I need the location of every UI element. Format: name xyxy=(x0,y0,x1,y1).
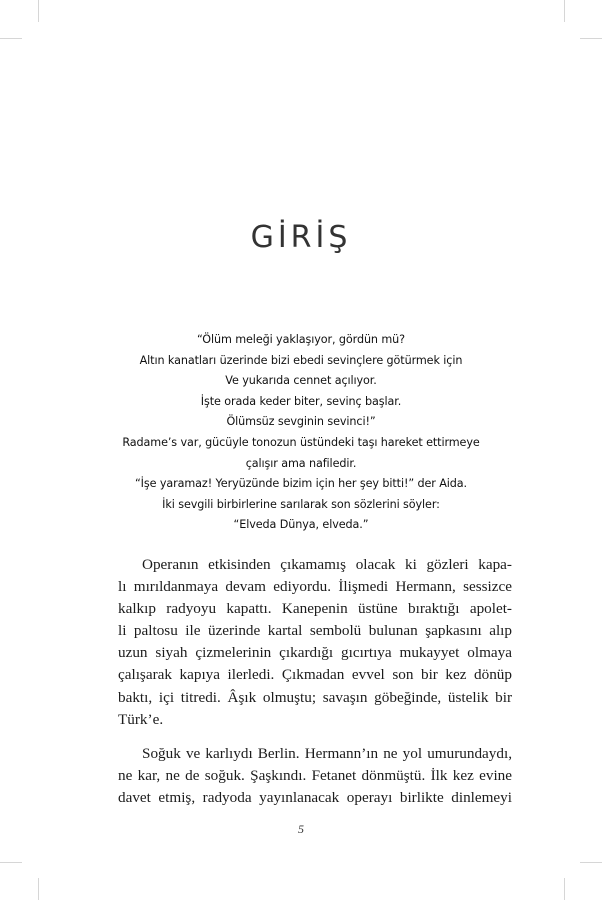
body-text xyxy=(118,554,512,809)
body-line: li paltosu ile üzerinde kartal sembolü bulunan şapkasını alıp xyxy=(118,622,512,640)
epigraph xyxy=(60,330,542,536)
body-line: davet etmiş, radyoda yayınlanacak operayı birlikte dinlemeyi xyxy=(118,788,512,806)
body-line: ne kar, ne de soğuk. Şaşkındı. Fetanet dönmüştü. İlk kez evine xyxy=(118,766,512,784)
crop-mark-bottom-right-h xyxy=(580,862,602,863)
epigraph-line: “Elveda Dünya, elveda.” xyxy=(233,518,369,532)
epigraph-line: İşte orada keder biter, sevinç başlar. xyxy=(200,394,402,408)
epigraph-line: Radame’s var, gücüyle tonozun üstündeki taşı hareket ettirmeye xyxy=(122,435,480,449)
crop-mark-bottom-right xyxy=(564,878,565,900)
body-line: Türk’e. xyxy=(118,710,164,728)
chapter-title: GİRİŞ xyxy=(250,220,352,255)
epigraph-line: “İşe yaramaz! Yeryüzünde bizim için her şey bitti!” der Aida. xyxy=(134,477,467,491)
crop-mark-top-right-h xyxy=(580,38,602,39)
body-line: kalkıp radyoyu kapattı. Kanepenin üstüne bıraktığı apolet- xyxy=(118,600,512,618)
crop-mark-top-left-h xyxy=(0,38,22,39)
epigraph-line: İki sevgili birbirlerine sarılarak son sözlerini söyler: xyxy=(162,497,440,511)
page-number: 5 xyxy=(298,822,304,836)
body-line: lı mırıldanmaya devam ediyordu. İlişmedi Hermann, sessizce xyxy=(118,578,512,596)
epigraph-line: Ve yukarıda cennet açılıyor. xyxy=(225,374,377,388)
body-line: Operanın etkisinden çıkamamış olacak ki gözleri kapa- xyxy=(142,556,512,573)
body-line: uzun siyah çizmelerinin çıkardığı gıcırtıya mukayyet olmaya xyxy=(118,644,512,662)
body-line: baktı, içi titredi. Âşık olmuştu; savaşın göbeğinde, üstelik bir xyxy=(118,688,512,706)
epigraph-line: Ölümsüz sevginin sevinci!” xyxy=(226,415,376,429)
body-line: çalışarak kapıya ilerledi. Çıkmadan evvel son bir kez dönüp xyxy=(118,666,512,684)
crop-mark-top-right xyxy=(564,0,565,22)
paragraph-1 xyxy=(118,554,512,731)
epigraph-line: “Ölüm meleği yaklaşıyor, gördün mü? xyxy=(196,333,406,346)
crop-mark-bottom-left xyxy=(38,878,39,900)
epigraph-line: Altın kanatları üzerinde bizi ebedi sevinçlere götürmek için xyxy=(139,353,463,367)
crop-mark-top-left xyxy=(38,0,39,22)
paragraph-2 xyxy=(118,743,512,809)
crop-mark-bottom-left-h xyxy=(0,862,22,863)
body-line: Soğuk ve karlıydı Berlin. Hermann’ın ne yol umurundaydı, xyxy=(142,744,512,762)
epigraph-line: çalışır ama nafiledir. xyxy=(245,456,357,470)
